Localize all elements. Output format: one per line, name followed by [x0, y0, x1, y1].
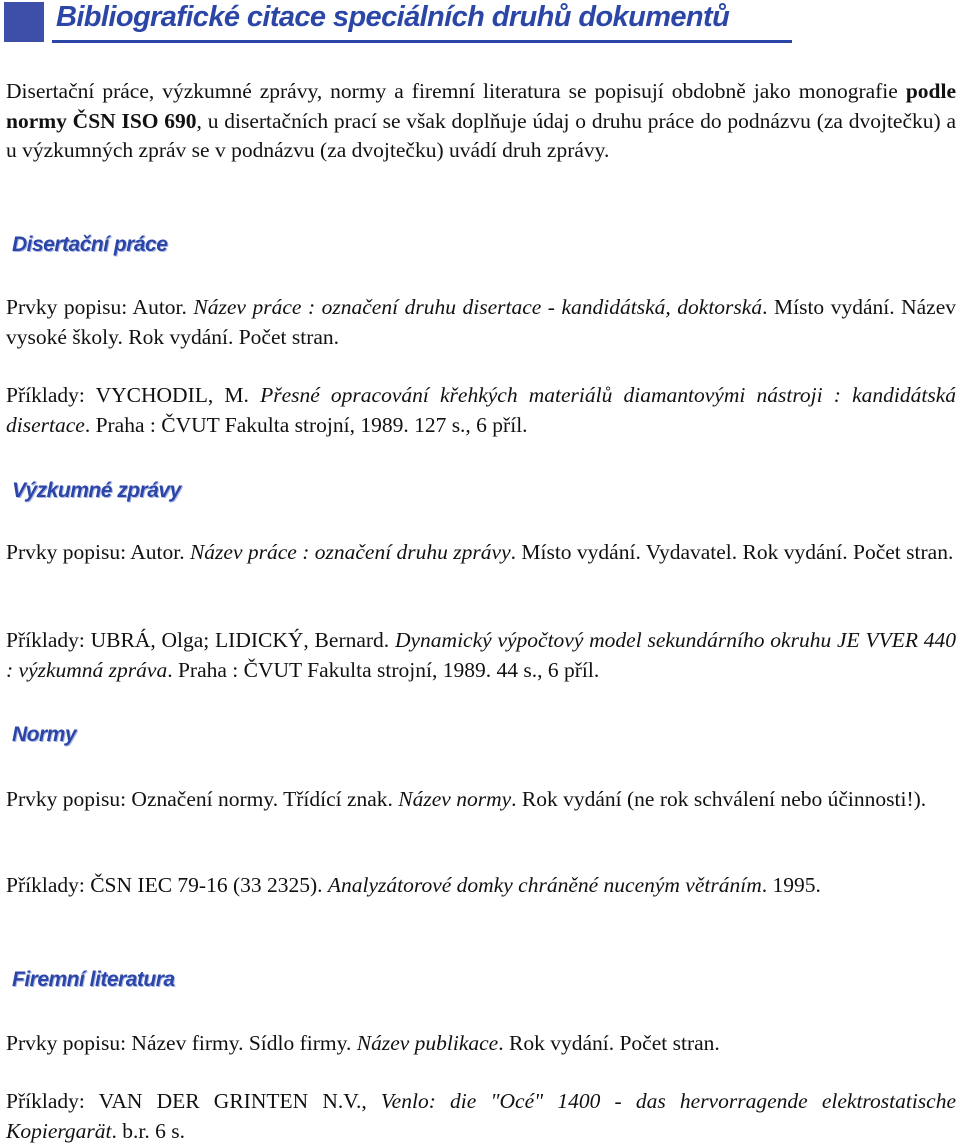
elements-text-end: . Rok vydání (ne rok schválení nebo účinnosti!).: [511, 787, 927, 811]
section-heading-vyzkumne-zpravy: Výzkumné zprávy: [12, 479, 181, 502]
elements-italic: Název normy: [398, 787, 512, 811]
section-disertace-elements: [6, 293, 956, 352]
page-title: Bibliografické citace speciálních druhů dokumentů: [56, 1, 730, 33]
section-normy-example: [6, 871, 956, 901]
example-text-end: . 1995.: [761, 873, 821, 897]
intro-text-1: Disertační práce, výzkumné zprávy, normy a firemní literatura se popisují obdobně jako monografie: [6, 79, 906, 103]
section-disertace-example: [6, 381, 956, 440]
example-text: Příklady: ČSN IEC 79-16 (33 2325).: [6, 873, 328, 897]
section-heading-normy: Normy: [12, 723, 77, 746]
elements-italic: Název práce : označení druhu disertace - kandidátská, doktorská: [193, 295, 763, 319]
example-text: Příklady: UBRÁ, Olga; LIDICKÝ, Bernard.: [6, 628, 395, 652]
example-italic: Dynamický výpočtový model sekundárního okruhu JE VVER 440 : výzkumná zpráva: [6, 628, 956, 682]
example-text-end: . Praha : ČVUT Fakulta strojní, 1989. 127 s., 6 příl.: [84, 412, 528, 437]
section-heading-firemni-literatura: Firemní literatura: [12, 968, 175, 991]
section-firemni-elements: [6, 1029, 956, 1059]
intro-text-2: , u disertačních prací se však doplňuje údaj o druhu práce do podnázvu (za dvojtečku) a u výzkumných zpráv se v podnázvu (za dvojtečku) uvádí druh zprávy.: [6, 108, 956, 162]
example-italic: Analyzátorové domky chráněné nuceným větráním: [327, 873, 762, 897]
elements-text-end: . Místo vydání. Název vysoké školy. Rok vydání. Počet stran.: [6, 295, 957, 349]
elements-text-end: . Rok vydání. Počet stran.: [498, 1031, 720, 1055]
section-heading-disertacni-prace: Disertační práce: [12, 233, 168, 256]
elements-text: Prvky popisu: Název firmy. Sídlo firmy.: [6, 1031, 357, 1055]
elements-text: Prvky popisu: Autor.: [6, 295, 194, 319]
section-zpravy-elements: [6, 538, 956, 568]
elements-italic: Název práce : označení druhu zprávy: [189, 540, 511, 564]
title-square-decoration: [4, 2, 44, 42]
intro-paragraph: [6, 77, 956, 166]
elements-text: Prvky popisu: Autor.: [6, 540, 190, 564]
example-text-end: . b.r. 6 s.: [111, 1118, 185, 1143]
elements-text-end: . Místo vydání. Vydavatel. Rok vydání. Počet stran.: [510, 540, 954, 564]
elements-text: Prvky popisu: Označení normy. Třídící znak.: [6, 787, 399, 811]
example-text: Příklady: VYCHODIL, M.: [6, 383, 261, 407]
example-italic: Venlo: die "Océ" 1400 - das hervorragende elektrostatische Kopiergarät: [6, 1089, 956, 1143]
page-title-banner: [4, 0, 792, 46]
example-text-end: . Praha : ČVUT Fakulta strojní, 1989. 44 s., 6 příl.: [167, 657, 600, 682]
intro-norm-bold: podle normy ČSN ISO 690: [6, 79, 956, 133]
elements-italic: Název publikace: [356, 1031, 499, 1055]
section-firemni-example: [6, 1087, 956, 1146]
section-normy-elements: [6, 785, 956, 815]
example-text: Příklady: VAN DER GRINTEN N.V.,: [6, 1089, 381, 1113]
title-underline: [52, 40, 792, 43]
section-zpravy-example: [6, 626, 956, 685]
example-italic: Přesné opracování křehkých materiálů diamantovými nástroji : kandidátská disertace: [6, 383, 956, 437]
